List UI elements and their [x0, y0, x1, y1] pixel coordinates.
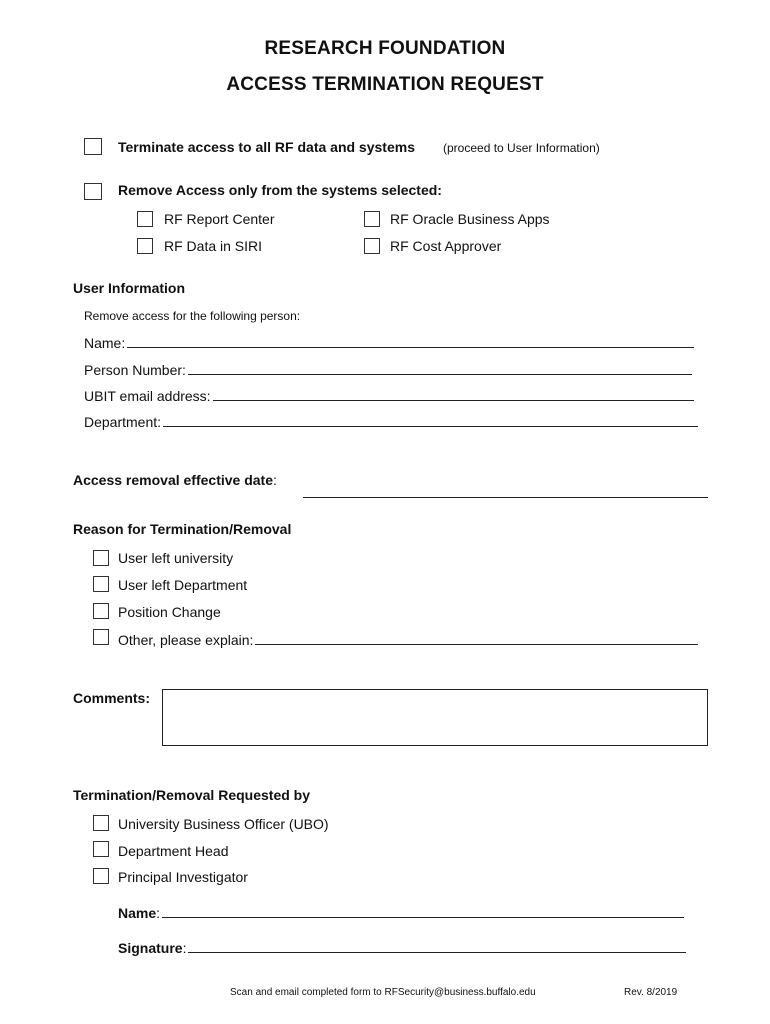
effective-date-label-row	[73, 472, 277, 488]
system-label-report-center: RF Report Center	[164, 211, 275, 227]
ubit-email-label: UBIT email address:	[84, 388, 211, 404]
terminate-all-note: (proceed to User Information)	[443, 141, 600, 155]
reason-label-left-university: User left university	[118, 550, 234, 566]
requested-by-checkbox-principal-investigator[interactable]	[93, 868, 109, 884]
reason-label-left-department: User left Department	[118, 577, 248, 593]
reason-other-field[interactable]	[118, 630, 698, 648]
reason-checkbox-other[interactable]	[93, 629, 109, 645]
department-input-line[interactable]	[163, 412, 698, 427]
department-label: Department:	[84, 414, 162, 430]
requester-signature-colon: :	[182, 940, 187, 956]
requester-signature-label: Signature	[118, 940, 183, 956]
name-input-line[interactable]	[127, 333, 694, 348]
comments-label: Comments:	[73, 690, 151, 706]
system-label-data-in-siri: RF Data in SIRI	[164, 238, 263, 254]
requested-by-heading: Termination/Removal Requested by	[73, 787, 311, 803]
user-info-heading: User Information	[73, 280, 186, 296]
requested-by-label-ubo: University Business Officer (UBO)	[118, 816, 329, 832]
requested-by-label-department-head: Department Head	[118, 843, 229, 859]
system-checkbox-data-in-siri[interactable]	[137, 238, 153, 254]
footer-revision: Rev. 8/2019	[624, 987, 678, 998]
system-checkbox-oracle-business-apps[interactable]	[364, 211, 380, 227]
remove-selected-label: Remove Access only from the systems selected:	[118, 182, 442, 198]
name-field-label: Name:	[84, 335, 126, 351]
requester-name-label: Name	[118, 905, 157, 921]
reason-other-input-line[interactable]	[255, 630, 698, 645]
requester-signature-field[interactable]	[118, 938, 686, 956]
terminate-all-checkbox[interactable]	[84, 138, 102, 155]
person-number-label: Person Number:	[84, 362, 186, 378]
person-number-input-line[interactable]	[188, 360, 692, 375]
remove-selected-checkbox[interactable]	[84, 183, 102, 200]
ubit-email-input-line[interactable]	[213, 386, 694, 401]
reason-label-other: Other, please explain:	[118, 632, 254, 648]
effective-date-colon: :	[273, 472, 277, 488]
reason-label-position-change: Position Change	[118, 604, 221, 620]
footer-instructions: Scan and email completed form to RFSecurity@business.buffalo.edu	[230, 987, 536, 998]
reason-checkbox-left-department[interactable]	[93, 576, 109, 592]
system-label-oracle-business-apps: RF Oracle Business Apps	[390, 211, 550, 227]
requested-by-checkbox-ubo[interactable]	[93, 815, 109, 831]
reason-heading: Reason for Termination/Removal	[73, 521, 292, 537]
requester-name-field[interactable]	[118, 903, 684, 921]
requester-name-colon: :	[156, 905, 161, 921]
effective-date-input-line[interactable]	[303, 497, 708, 498]
form-subtitle: ACCESS TERMINATION REQUEST	[226, 74, 544, 95]
system-checkbox-cost-approver[interactable]	[364, 238, 380, 254]
system-checkbox-report-center[interactable]	[137, 211, 153, 227]
form-title: RESEARCH FOUNDATION	[264, 38, 506, 59]
reason-checkbox-position-change[interactable]	[93, 603, 109, 619]
effective-date-label: Access removal effective date	[73, 472, 273, 488]
requested-by-label-principal-investigator: Principal Investigator	[118, 869, 248, 885]
requester-name-input-line[interactable]	[162, 903, 684, 918]
comments-textarea[interactable]	[162, 689, 708, 746]
user-info-intro: Remove access for the following person:	[84, 309, 301, 323]
system-label-cost-approver: RF Cost Approver	[390, 238, 502, 254]
department-field[interactable]	[84, 412, 698, 430]
requester-signature-input-line[interactable]	[188, 938, 686, 953]
ubit-email-field[interactable]	[84, 386, 694, 404]
name-field[interactable]	[84, 333, 694, 351]
person-number-field[interactable]	[84, 360, 692, 378]
requested-by-checkbox-department-head[interactable]	[93, 841, 109, 857]
reason-checkbox-left-university[interactable]	[93, 550, 109, 566]
terminate-all-label: Terminate access to all RF data and systems	[118, 139, 415, 155]
